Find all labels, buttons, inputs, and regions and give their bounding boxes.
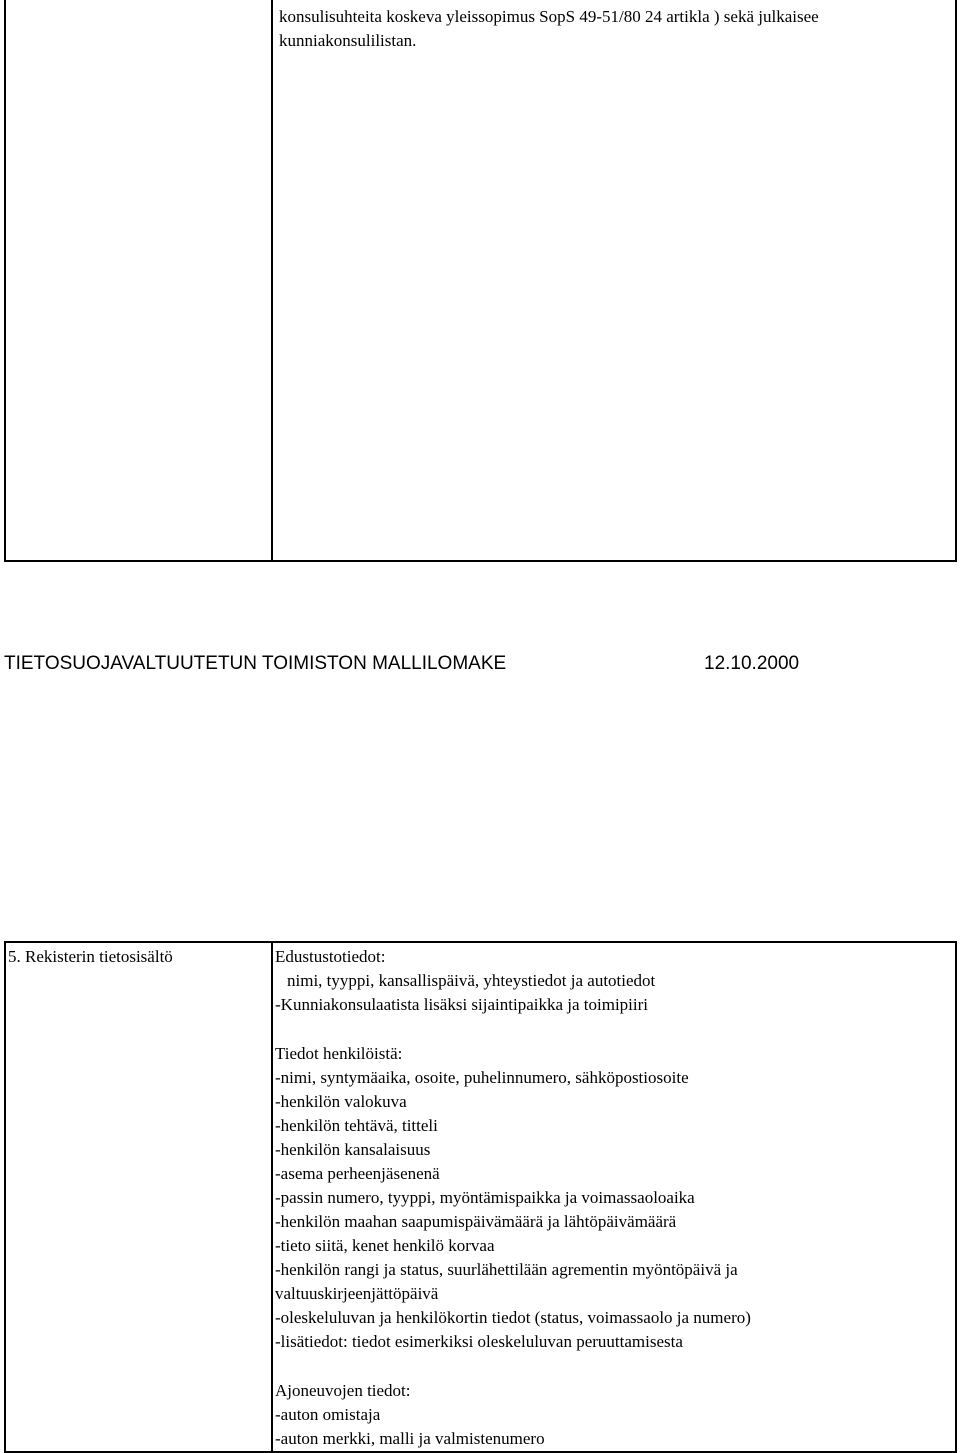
henkilot-line: -henkilön maahan saapumispäivämäärä ja lähtöpäivämäärä (275, 1212, 677, 1231)
henkilot-line: -henkilön tehtävä, titteli (275, 1116, 438, 1135)
henkilot-block (275, 1042, 945, 1354)
column-divider (271, 0, 273, 560)
henkilot-line: -lisätiedot: tiedot esimerkiksi oleskeluluvan peruuttamisesta (275, 1332, 683, 1351)
edustusto-line: -Kunniakonsulaatista lisäksi sijaintipaikka ja toimipiiri (275, 995, 648, 1014)
henkilot-line: -henkilön kansalaisuus (275, 1140, 431, 1159)
henkilot-line: -nimi, syntymäaika, osoite, puhelinnumero, sähköpostiosoite (275, 1068, 689, 1087)
henkilot-line: -asema perheenjäsenenä (275, 1164, 440, 1183)
edustusto-title: Edustustotiedot: (275, 947, 386, 966)
header-title: TIETOSUOJAVALTUUTETUN TOIMISTON MALLILOMAKE (4, 653, 507, 674)
page-header (4, 650, 944, 678)
ajoneuvot-block (275, 1379, 945, 1451)
section-heading: 5. Rekisterin tietosisältö (8, 947, 173, 966)
henkilot-line: -henkilön rangi ja status, suurlähettilään agrementin myöntöpäivä ja (275, 1260, 738, 1279)
ajoneuvot-line: -auton omistaja (275, 1405, 381, 1424)
top-cell-text (279, 5, 949, 53)
top-table (4, 0, 957, 562)
column-divider (271, 943, 273, 1451)
ajoneuvot-title: Ajoneuvojen tiedot: (275, 1381, 411, 1400)
ajoneuvot-line: -auton merkki, malli ja valmistenumero (275, 1429, 545, 1448)
top-cell-line: konsulisuhteita koskeva yleissopimus SopS 49-51/80 24 artikla ) sekä julkaisee (279, 7, 819, 26)
henkilot-title: Tiedot henkilöistä: (275, 1044, 403, 1063)
edustusto-block (275, 945, 945, 1017)
henkilot-line: valtuuskirjeenjättöpäivä (275, 1284, 439, 1303)
henkilot-line: -henkilön valokuva (275, 1092, 407, 1111)
henkilot-line: -tieto siitä, kenet henkilö korvaa (275, 1236, 495, 1255)
edustusto-line: nimi, tyyppi, kansallispäivä, yhteystiedot ja autotiedot (287, 971, 656, 990)
top-cell-line: kunniakonsulilistan. (279, 31, 417, 50)
henkilot-line: -oleskeluluvan ja henkilökortin tiedot (status, voimassaolo ja numero) (275, 1308, 751, 1327)
header-date: 12.10.2000 (704, 653, 800, 674)
henkilot-line: -passin numero, tyyppi, myöntämispaikka ja voimassaoloaika (275, 1188, 695, 1207)
